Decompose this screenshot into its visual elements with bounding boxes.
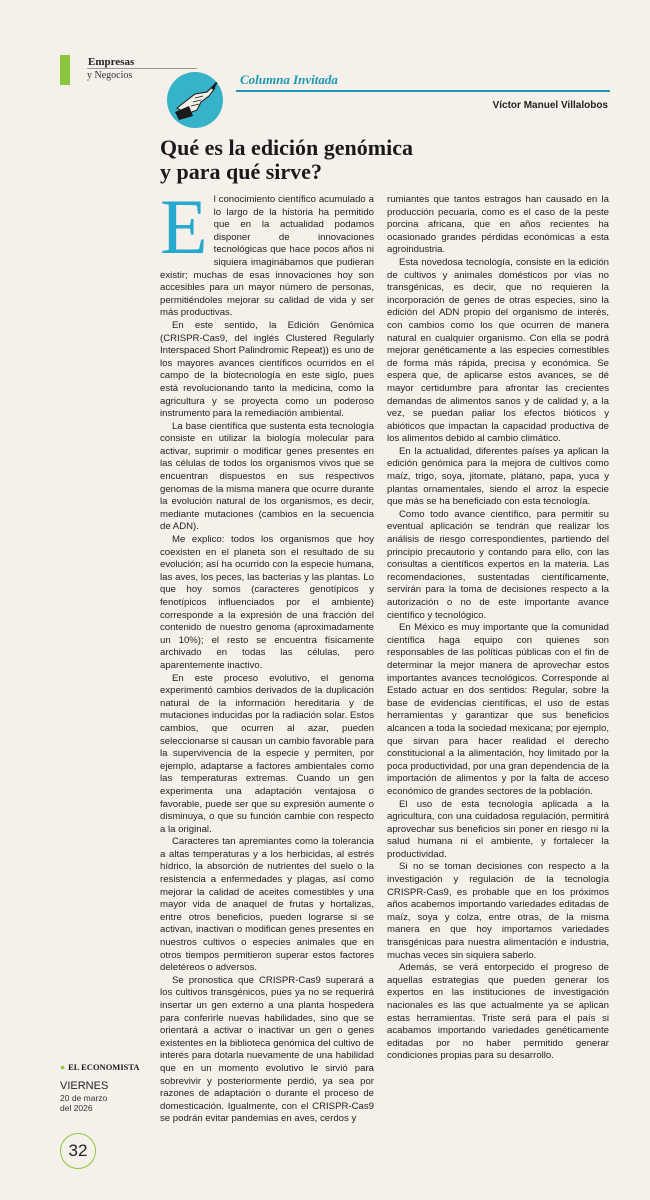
section-tag [60, 55, 140, 85]
article-paragraph: Se pronostica que CRISPR-Cas9 superará a los cultivos transgénicos, pues ya no se requerirá insertar un gen externo a una planta hospedera para conferirle nuevas habilidades, sino que se orientará a activar o inactivar un gen o genes existentes en la biblioteca genómica del cultivo de interés para dotarla nuevamente de una habilidad que en un momento evolutivo le sirvió para sobrevivir y posteriormente perdió, ya sea por razones de adaptación o durante el proceso de domesticación. Igualmente, con el CRISPR-Cas9 se podrán evitar pandemias en aves, cerdos y [160, 974, 374, 1125]
article-paragraph: En este sentido, la Edición Genómica (CRISPR-Cas9, del inglés Clustered Regularly Interspaced Short Palindromic Repeat)) es uno de los mayores avances científicos ocurridos en el campo de la biotecnología en este siglo, pues está revolucionando tanto la medicina, como la agricultura y se proyecta como un poderoso instrumento para la remediación ambiental. [160, 319, 374, 420]
article-paragraph: En la actualidad, diferentes países ya aplican la edición genómica para la mejora de cultivos como maíz, trigo, soya, jitomate, plátano, papa, yuca y plantas ornamentales, siendo el arroz la especie que más se ha beneficiado con esta tecnología. [387, 445, 609, 508]
article-paragraph: Caracteres tan apremiantes como la tolerancia a altas temperaturas y a los herbicidas, al estrés hídrico, la absorción de nutrientes del suelo o la resistencia a enfermedades y plagas, así como mejorar la calidad de aceites comestibles y una mayor vida de anaquel de frutas y hortalizas, entre otros beneficios, pueden lograrse si se activan, inactivan o modifican genes presentes en nuestros cultivos o especies animales que en otros tiempos permitieron superar estos factores deletéreos o adversos. [160, 836, 374, 974]
publication-date-line-1: 20 de marzo [60, 1093, 108, 1103]
section-name: Empresas [88, 56, 135, 68]
publication-brand [60, 1062, 140, 1072]
article-paragraph [160, 183, 374, 320]
publication-day: VIERNES [60, 1080, 109, 1092]
section-divider [87, 68, 197, 69]
column-rule [236, 90, 610, 92]
article-paragraph: Como todo avance científico, para permitir su eventual aplicación se tendrán que realizar los análisis de riesgo correspondientes, partiendo del principio precautorio y contando para ello, con las consultas a científicos expertos en la materia. Las recomendaciones, sustentadas científicamente, servirán para la toma de decisiones respecto a la autorización o no de este importante avance científico y tecnológico. [387, 508, 609, 621]
globe-icon: ● [60, 1062, 66, 1072]
headline [160, 136, 600, 184]
section-color-bar [60, 55, 70, 85]
page-number: 32 [60, 1133, 96, 1169]
article-column-2 [387, 194, 609, 1063]
section-subname: y Negocios [87, 70, 133, 81]
article-paragraph: Además, se verá entorpecido el progreso de aquellas estrategias que pueden generar los expertos en las instituciones de investigación nacionales es las que actualmente ya se aplican estas herramientas. Triste será para el país si acabamos importando variedades genéticamente editadas por no haber permitido generar condiciones propias para su desarrollo. [387, 962, 609, 1062]
article-paragraph: En México es muy importante que la comunidad científica haga equipo con quienes son responsables de las políticas públicas con el fin de determinar la mejor manera de aprovechar estos importantes avances tecnológicos. Corresponde al Estado actuar en dos sentidos: Regular, sobre la base de evidencias científicas, el uso de estas herramientas y garantizar que sus beneficios alcancen a toda la sociedad mexicana; por ejemplo, que sirvan para hacer realidad el derecho constitucional a la alimentación, hoy limitado por la poca productividad, por una gran dependencia de la importación de alimentos y por la falta de acceso económico de grandes sectores de la población. [387, 622, 609, 797]
publication-name: EL ECONOMISTA [68, 1062, 140, 1072]
article-paragraph: Me explico: todos los organismos que hoy coexisten en el planeta son el resultado de su evolución; así ha ocurrido con la especie humana, las aves, los peces, las bacterias y las plantas. Lo que hoy somos (caracteres genotípicos y fenotípicos influenciados por el ambiente) corresponde a la expresión de una fracción del contenido de nuestro genoma (aproximadamente un 10%); el resto se encuentra físicamente archivado en todas las células, pero aparentemente inactivo. [160, 534, 374, 671]
publication-date-line-2: del 2026 [60, 1103, 93, 1113]
article-paragraph: El uso de esta tecnología aplicada a la agricultura, con una cuidadosa regulación, permitirá aprovechar sus beneficios sin poner en riesgo ni la salud humana ni el ambiente, y fortalecer la productividad. [387, 798, 609, 860]
article-column-1 [160, 183, 374, 1126]
article-paragraph: Si no se toman decisiones con respecto a la investigación y regulación de la tecnología CRISPR-Cas9, es probable que en los próximos años acabemos importando variedades editadas de maíz, soya y colza, entre otras, de la misma manera en que hoy importamos variedades transgénicas para nuestra alimentación e industria, muchas veces sin siquiera saberlo. [387, 861, 609, 961]
author-name: Víctor Manuel Villalobos [492, 100, 608, 111]
article-paragraph: rumiantes que tantos estragos han causado en la producción pecuaria, como es el caso de la peste porcina africana, que en años recientes ha ocasionado grandes pérdidas económicas a esta agroindustria. [387, 194, 609, 256]
column-label: Columna Invitada [240, 72, 338, 87]
headline-line-2: y para qué sirve? [160, 159, 322, 184]
article-paragraph: En este proceso evolutivo, el genoma experimentó cambios derivados de la duplicación natural de la información hereditaria y de mutaciones inducidas por la radiación solar. Estos cambios, que ocurren al azar, pueden seleccionarse si causan un cambio favorable para la supervivencia de la especie y permiten, por ejemplo, adaptarse a factores ambientales como las temperaturas extremas. Cuando un gen experimenta una adaptación ventajosa o favorable, puede ser que su expresión aumente o disminuya, o que su función cambie con respecto a la original. [160, 672, 374, 835]
article-paragraph: La base científica que sustenta esta tecnología consiste en utilizar la biología molecular para activar, suprimir o modificar genes presentes en las células de todos los organismos vivos que se encuentran dispuestos en sus respectivos genomas de la misma manera que ocurre durante la evolución natural de los organismos, es decir, mediante mutaciones (cambios en la secuencia de ADN). [160, 420, 374, 533]
dropcap: E [160, 183, 208, 270]
headline-line-1: Qué es la edición genómica [160, 135, 413, 160]
hand-with-pen-icon [167, 72, 223, 128]
article-paragraph: Esta novedosa tecnología, consiste en la edición de cultivos y animales domésticos por vías no transgénicas, es decir, que no requieren la incorporación de genes de otras especies, sino la edición del ADN propio del organismo de interés, con cambios como los que ocurren de manera natural en cualquier organismo. Con ella se podrá mejorar genéticamente a las especies comestibles de forma más rápida, precisa y económica. Se espera que, de aplicarse estos avances, se dé mayor certidumbre para afrontar las crecientes demandas de alimentos sanos y de calidad y, a la vez, se puedan paliar los efectos bióticos y abióticos que impactan la capacidad productiva de los alimentos debido al cambio climático. [387, 256, 609, 445]
paragraph-text: l conocimiento científico acumulado a lo largo de la historia ha permitido que en la actualidad podamos disponer de innovaciones tecnológicas que hace pocos años ni siquiera imaginábamos que pudieran existir; muchas de esas innovaciones hoy son accesibles para un mayor número de personas, permitiéndoles mejorar su calidad de vida y ser más productivas. [160, 194, 374, 319]
